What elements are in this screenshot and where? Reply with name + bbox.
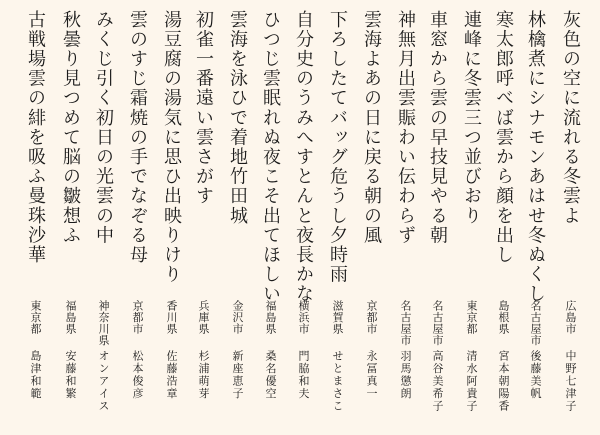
haiku-author: オンアイス (97, 350, 110, 413)
haiku-place: 東京都 (465, 300, 478, 335)
haiku-text: 寒太郎呼べば雲から顔を出し (493, 10, 514, 265)
haiku-place: 兵庫県 (197, 300, 210, 335)
haiku-author: 中野七津子 (564, 350, 577, 413)
haiku-entry (88, 0, 118, 435)
haiku-entry (255, 0, 285, 435)
haiku-author: 羽馬懲朗 (399, 350, 412, 400)
haiku-place: 名古屋市 (529, 300, 542, 346)
haiku-text: みくじ引く初日の光雲の中 (93, 10, 114, 246)
haiku-author: 高谷美希子 (431, 350, 444, 413)
haiku-entry (288, 0, 318, 435)
haiku-author: 永冨真一 (365, 350, 378, 400)
haiku-entry (488, 0, 518, 435)
haiku-author: 清水阿貴子 (465, 350, 478, 413)
haiku-place: 横浜市 (297, 300, 310, 335)
haiku-place: 福島県 (264, 300, 277, 335)
haiku-entry (390, 0, 420, 435)
haiku-entry (55, 0, 85, 435)
haiku-text: 林檎煮にシナモンあはせ冬ぬくし (525, 10, 546, 304)
haiku-author: 島津和範 (29, 350, 42, 400)
haiku-place: 京都市 (131, 300, 144, 335)
haiku-text: 古戦場雲の緋を吸ふ曼珠沙華 (25, 10, 46, 265)
haiku-entry (188, 0, 218, 435)
haiku-author: 桑名優空 (264, 350, 277, 400)
haiku-place: 広島市 (564, 300, 577, 335)
haiku-text: 神無月出雲賑わい伝わらず (395, 10, 416, 246)
haiku-author: 佐藤浩章 (165, 350, 178, 400)
haiku-text: 雲のすじ霜焼の手でなぞる母 (127, 10, 148, 265)
haiku-entry (20, 0, 50, 435)
haiku-text: 車窓から雲の早技見やる朝 (427, 10, 448, 246)
haiku-author: 宮本朝陽香 (497, 350, 510, 413)
haiku-author: 後藤美帆 (529, 350, 542, 400)
haiku-entry (555, 0, 585, 435)
haiku-place: 神奈川県 (97, 300, 110, 346)
haiku-place: 京都市 (365, 300, 378, 335)
haiku-text: 湯豆腐の湯気に思ひ出映りけり (161, 10, 182, 285)
haiku-place: 島根県 (497, 300, 510, 335)
haiku-entry (322, 0, 352, 435)
haiku-entry (520, 0, 550, 435)
haiku-author: 安藤和繁 (64, 350, 77, 400)
haiku-place: 滋賀県 (331, 300, 344, 335)
haiku-entry (222, 0, 252, 435)
haiku-entry (422, 0, 452, 435)
haiku-author: 松本俊彦 (131, 350, 144, 400)
haiku-entry (122, 0, 152, 435)
haiku-entry (356, 0, 386, 435)
haiku-text: ひつじ雲眠れぬ夜こそ出てほしい (260, 10, 281, 304)
haiku-author: 杉浦萌芽 (197, 350, 210, 400)
haiku-place: 金沢市 (231, 300, 244, 335)
haiku-text: 雲海を泳ひで着地竹田城 (227, 10, 248, 226)
haiku-place: 名古屋市 (399, 300, 412, 346)
haiku-place: 東京都 (29, 300, 42, 335)
haiku-text: 初雀一番遠い雲さがす (193, 10, 214, 206)
haiku-text: 秋曇り見つめて脳の皺想ふ (60, 10, 81, 246)
haiku-text: 連峰に冬雲三つ並びおり (461, 10, 482, 226)
haiku-text: 灰色の空に流れる冬雲よ (560, 10, 581, 226)
haiku-author: 門脇和夫 (297, 350, 310, 400)
haiku-author: 新座恵子 (231, 350, 244, 400)
haiku-place: 福島県 (64, 300, 77, 335)
haiku-entry (456, 0, 486, 435)
haiku-text: 下ろしたてバッグ危うし夕時雨 (327, 10, 348, 285)
haiku-author: せとまさこ (331, 350, 344, 413)
haiku-entry (156, 0, 186, 435)
haiku-text: 自分史のうみへすとんと夜長かな (293, 10, 314, 304)
haiku-text: 雲海よあの日に戻る朝の風 (361, 10, 382, 246)
haiku-place: 名古屋市 (431, 300, 444, 346)
haiku-place: 香川県 (165, 300, 178, 335)
